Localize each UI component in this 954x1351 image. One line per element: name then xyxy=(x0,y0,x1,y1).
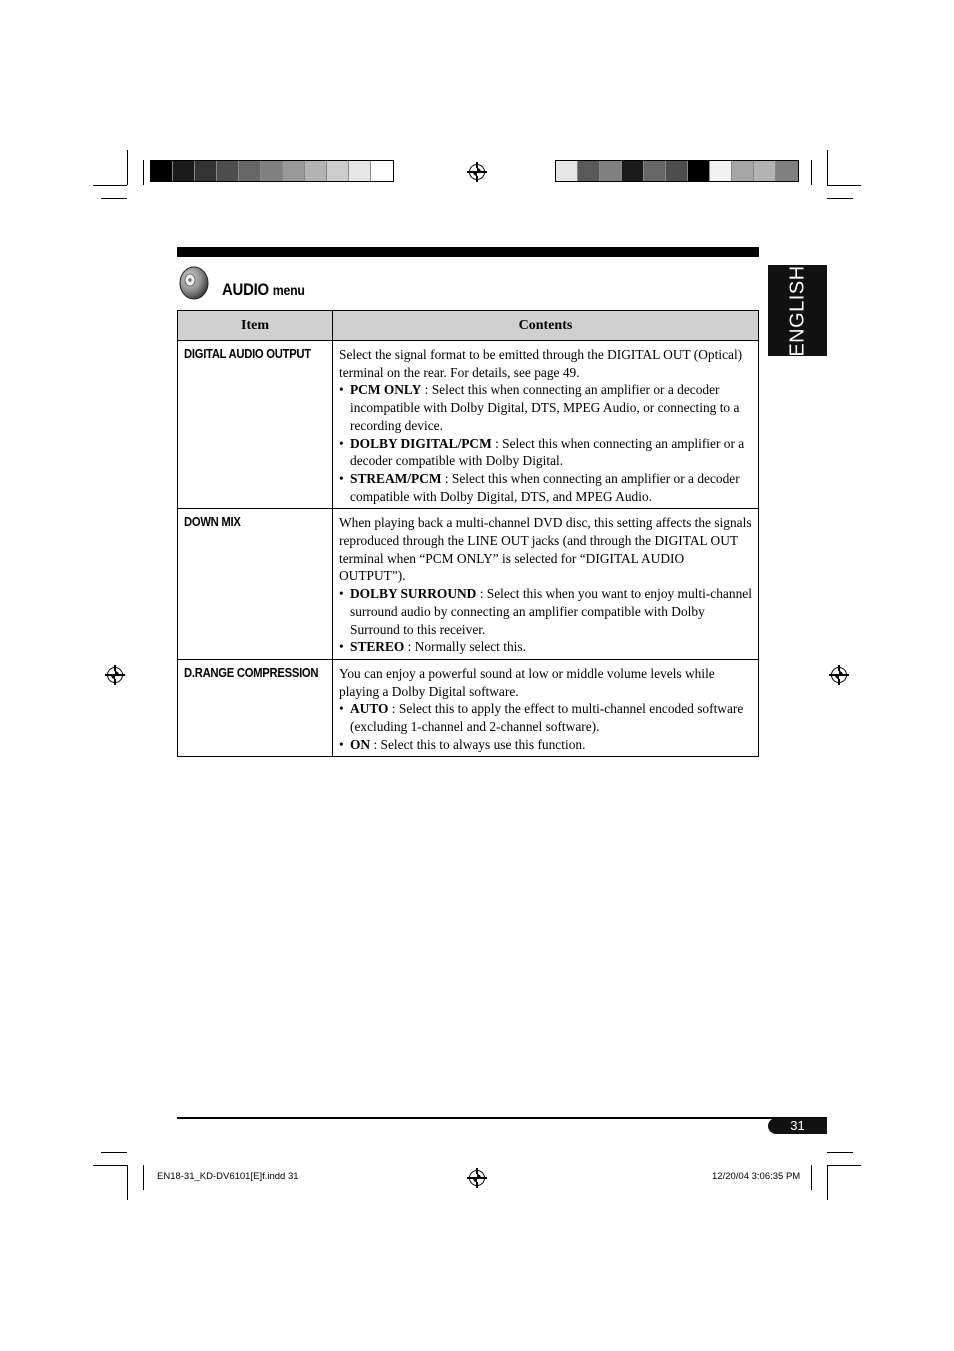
option-description: : Normally select this. xyxy=(404,639,526,655)
crop-mark xyxy=(93,1165,127,1166)
list-item xyxy=(339,585,752,638)
color-swatch xyxy=(305,161,327,181)
color-calibration-strip-right xyxy=(555,160,799,182)
crop-mark xyxy=(827,1165,828,1200)
list-item xyxy=(339,470,752,505)
item-label: DOWN MIX xyxy=(184,515,241,530)
item-cell xyxy=(178,659,333,757)
contents-intro: When playing back a multi-channel DVD disc, this setting affects the signals reproduced through the LINE OUT jacks (and through the DIGITAL OUT terminal when “PCM ONLY” is selected for “DIGITAL AUDIO OUTPUT”). xyxy=(339,515,752,584)
list-item xyxy=(339,638,752,656)
contents-intro: You can enjoy a powerful sound at low or middle volume levels while playing a Dolby Digital software. xyxy=(339,665,715,699)
color-swatch xyxy=(666,161,688,181)
crop-mark xyxy=(811,1165,812,1190)
color-swatch xyxy=(710,161,732,181)
language-tab-label: ENGLISH xyxy=(786,264,808,357)
option-name: STEREO xyxy=(350,639,405,655)
contents-cell xyxy=(333,509,759,660)
header-rule xyxy=(177,247,759,257)
color-swatch xyxy=(261,161,283,181)
list-item xyxy=(339,435,752,470)
crop-mark xyxy=(127,150,128,185)
list-item xyxy=(339,381,752,434)
option-description: : Select this to apply the effect to multi-channel encoded software (excluding 1-channel and 2-channel software). xyxy=(350,701,744,735)
option-name: DOLBY SURROUND xyxy=(350,586,477,602)
crop-mark xyxy=(827,198,853,199)
table-header-row xyxy=(178,311,759,341)
color-swatch xyxy=(688,161,710,181)
registration-mark-icon xyxy=(469,1170,485,1186)
option-name: AUTO xyxy=(350,701,389,717)
column-header-contents: Contents xyxy=(333,311,759,341)
color-swatch xyxy=(349,161,371,181)
registration-mark-icon xyxy=(831,667,847,683)
crop-mark xyxy=(143,160,144,185)
color-swatch xyxy=(239,161,261,181)
color-swatch xyxy=(151,161,173,181)
crop-mark xyxy=(101,198,127,199)
option-list xyxy=(339,381,752,505)
option-description: : Select this to always use this function. xyxy=(370,736,586,752)
contents-intro: Select the signal format to be emitted through the DIGITAL OUT (Optical) terminal on the rear. For details, see page 49. xyxy=(339,347,743,380)
crop-mark xyxy=(143,1165,144,1190)
table-row xyxy=(178,341,759,509)
item-cell xyxy=(178,509,333,660)
footer-timestamp: 12/20/04 3:06:35 PM xyxy=(712,1171,801,1182)
registration-mark-icon xyxy=(107,667,123,683)
crop-mark xyxy=(127,1165,128,1200)
color-swatch xyxy=(754,161,776,181)
option-description: : Select this when you want to enjoy multi-channel surround audio by connecting an amplifier compatible with Dolby Surround to this receiver. xyxy=(350,586,752,637)
crop-mark xyxy=(827,185,861,186)
crop-mark xyxy=(811,160,812,185)
registration-mark-icon xyxy=(469,164,485,180)
page-number: 31 xyxy=(768,1118,827,1134)
contents-cell xyxy=(333,341,759,509)
option-list xyxy=(339,700,752,753)
color-swatch xyxy=(371,161,393,181)
color-swatch xyxy=(776,161,798,181)
table-row xyxy=(178,509,759,660)
option-list xyxy=(339,585,752,656)
color-swatch xyxy=(732,161,754,181)
crop-mark xyxy=(827,1165,861,1166)
color-swatch xyxy=(327,161,349,181)
option-name: ON xyxy=(350,736,371,752)
crop-mark xyxy=(827,1152,853,1153)
section-title xyxy=(222,280,305,300)
crop-mark xyxy=(93,185,127,186)
item-cell xyxy=(178,341,333,509)
section-title-sub: menu xyxy=(272,282,305,298)
footer-file-info: EN18-31_KD-DV6101[E]f.indd 31 xyxy=(157,1171,299,1182)
language-tab xyxy=(768,265,827,356)
option-name: DOLBY DIGITAL/PCM xyxy=(350,435,492,451)
color-calibration-strip-left xyxy=(150,160,394,182)
color-swatch xyxy=(195,161,217,181)
section-title-main: AUDIO xyxy=(222,280,269,299)
column-header-item: Item xyxy=(178,311,333,341)
item-label: D.RANGE COMPRESSION xyxy=(184,665,319,680)
disc-icon xyxy=(177,266,209,300)
color-swatch xyxy=(556,161,578,181)
color-swatch xyxy=(622,161,644,181)
color-swatch xyxy=(173,161,195,181)
option-description: : Select this when connecting an amplifier or a decoder compatible with Dolby Digital. xyxy=(350,435,745,469)
option-description: : Select this when connecting an amplifier or a decoder compatible with Dolby Digital, DTS, and MPEG Audio. xyxy=(350,470,740,504)
color-swatch xyxy=(578,161,600,181)
footer-rule xyxy=(177,1117,827,1119)
color-swatch xyxy=(217,161,239,181)
item-label: DIGITAL AUDIO OUTPUT xyxy=(184,347,311,361)
color-swatch xyxy=(644,161,666,181)
option-description: : Select this when connecting an amplifier or a decoder incompatible with Dolby Digital, DTS, MPEG Audio, or connecting to a recording device. xyxy=(350,382,740,433)
audio-menu-table xyxy=(177,310,759,757)
option-name: PCM ONLY xyxy=(350,382,422,398)
option-name: STREAM/PCM xyxy=(350,470,442,486)
list-item xyxy=(339,700,752,735)
table-row xyxy=(178,659,759,757)
crop-mark xyxy=(827,150,828,185)
contents-cell xyxy=(333,659,759,757)
color-swatch xyxy=(600,161,622,181)
list-item xyxy=(339,736,752,754)
crop-mark xyxy=(101,1152,127,1153)
color-swatch xyxy=(283,161,305,181)
